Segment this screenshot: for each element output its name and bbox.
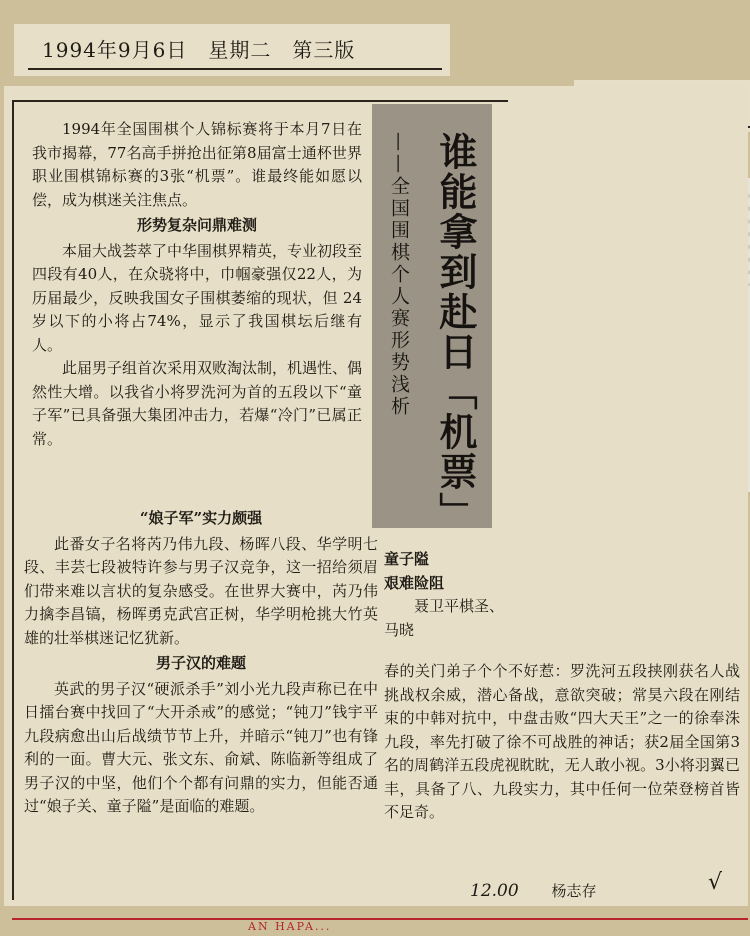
section-heading: 艰难险阻: [384, 573, 445, 592]
header-rule: [28, 68, 442, 70]
bottom-red-rule: [12, 918, 748, 920]
handwritten-date: 12.00: [470, 881, 519, 901]
author-name: 杨志存: [551, 882, 597, 900]
article-column-right-bottom: [384, 660, 740, 825]
article-border: [12, 100, 14, 900]
date-header: 1994年9月6日 星期二 第三版: [42, 38, 356, 62]
section-paragraph: 本届大战荟萃了中华围棋界精英，专业初段至四段有40人，在众骁将中，巾帼豪强仅22人，为历届最少，反映我国女子围棋萎缩的现状，但 24 岁以下的小将占74%，显示了我国棋坛后继有人。: [32, 241, 363, 354]
section-paragraph: 春的关门弟子个个不好惹：罗洗河五段挟刚获名人战挑战权余威，潜心备战，意欲突破；常昊六段在刚结束的中韩对抗中，中盘击败“四大天王”之一的徐奉洙九段，率先打破了徐不可战胜的神话；获2届全国第3名的周鹤洋五段虎视眈眈，无人敢小视。3小将羽翼已丰，具备了八、九段实力，其中任何一位荣登榜首皆不足奇。: [384, 662, 740, 821]
headline-subtitle: ——全国围棋个人赛形势浅析: [388, 132, 410, 418]
section-paragraph: 此番女子名将芮乃伟九段、杨晖八段、华学明七段、丰芸七段被特许参与男子汉竞争，这一招给须眉们带来难以言状的复杂感受。在世界大赛中，芮乃伟力擒李昌镐，杨晖勇克武宫正树，华学明枪挑大竹英雄的壮举棋迷记忆犹新。: [24, 534, 378, 647]
section-heading: 男子汉的难题: [155, 654, 246, 672]
headline-box: [372, 104, 492, 532]
section-paragraph: 英武的男子汉“硬派杀手”刘小光九段声称已在中日擂台赛中找回了“大开杀戒”的感觉；“钝刀”钱宇平九段病愈出山后战绩节节上升，并暗示“钝刀”也有锋利的一面。曹大元、张文东、俞斌、陈临新等组成了男子汉的中坚，他们个个都有问鼎的实力，但能否通过“娘子关、童子隘”是面临的难题。: [24, 679, 378, 815]
article-column-bottom: [24, 505, 378, 819]
article-column-top: [32, 118, 362, 451]
section-heading: 童子隘: [384, 550, 430, 568]
article-column-right-top: [384, 548, 504, 642]
check-mark-icon: √: [708, 870, 723, 895]
section-paragraph-start: 聂卫平棋圣、马晓: [384, 597, 505, 639]
article-border: [12, 100, 508, 102]
bottom-red-text: AN HAPA...: [248, 920, 332, 933]
section-heading: 形势复杂问鼎难测: [136, 216, 257, 234]
section-paragraph: 此届男子组首次采用双败淘汰制，机遇性、偶然性大增。以我省小将罗洗河为首的五段以下“童子军”已具备强大集团冲击力，若爆“冷门”已属正常。: [32, 359, 363, 448]
lead-paragraph: 1994年全国围棋个人锦标赛将于本月7日在我市揭幕，77名高手拼抢出征第8届富士通杯世界职业围棋锦标赛的3张“机票”。谁最终能如愿以偿，成为棋迷关注焦点。: [32, 120, 362, 209]
header-left-strip: [14, 24, 450, 76]
section-heading: “娘子军”实力颇强: [139, 509, 263, 527]
byline: [470, 880, 596, 901]
headline-title: 谁能拿到赴日「机票」: [433, 132, 478, 532]
